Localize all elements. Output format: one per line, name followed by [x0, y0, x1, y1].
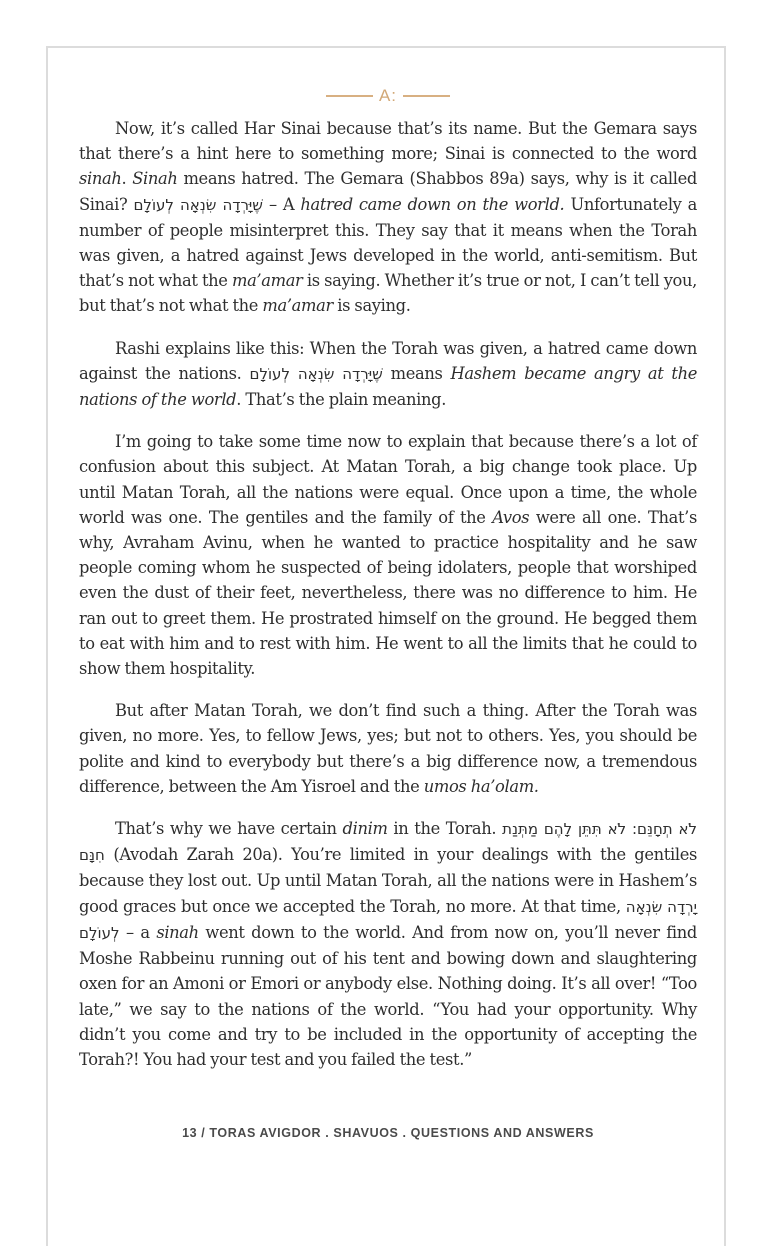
italic-term: Sinah	[132, 169, 178, 189]
paragraph	[79, 429, 697, 681]
paragraph	[79, 698, 697, 799]
paragraph	[79, 816, 697, 1072]
text-run: were all one. That’s why, Avraham Avinu, when he wanted to practice hospitality and he saw people coming whom he suspected of being idolaters, people that worshiped even the dust of their feet, nevertheless, there was no difference to him. He ran out to greet them. He prostrated himself on the ground. He begged them to eat with him and to rest with him. He went to all the limits that he could to show them hospitality.	[79, 507, 697, 679]
italic-term: Hashem became angry at the nations of the world	[79, 363, 698, 410]
hebrew-quote: לֹא תְחָנֵּם: לֹא תִּתֵּן לָהֶם מַתְּנַת חִנָּם	[79, 820, 698, 865]
text-run: is saying.	[332, 296, 411, 316]
text-run: .	[121, 169, 133, 189]
text-run: means	[382, 363, 451, 383]
italic-term: sinah	[79, 169, 122, 189]
text-run: is saying. Whether it’s true or not, I can’t tell you, but that’s not what the	[79, 271, 697, 316]
text-run: That’s why we have certain	[115, 819, 343, 839]
text-run: . That’s the plain meaning.	[236, 390, 447, 410]
text-run: (Avodah Zarah 20a). You’re limited in your dealings with the gentiles because they lost out. Up until Matan Torah, all the nations were in Hashem’s good graces but once we accepted the Torah, no more. At that time,	[79, 845, 697, 916]
text-run: means hatred. The Gemara (Shabbos 89a) says, why is it called Sinai?	[79, 169, 697, 214]
text-run: Rashi explains like this: When the Torah was given, a hatred came down against the nations.	[79, 338, 697, 383]
text-run: – a	[119, 922, 157, 942]
text-run: went down to the world. And from now on, you’ll never find Moshe Rabbeinu running out of his tent and bowing down and slaughtering oxen for an Amoni or Emori or anybody else. Nothing doing. It’s all over! “Too late,” we say to the nations of the world. “You had your opportunity. Why didn’t you come and try to be included in the opportunity of accepting the Torah?! You had your test and you failed the test.”	[79, 922, 697, 1069]
italic-term: Avos	[492, 507, 530, 527]
paragraph	[79, 116, 697, 319]
text-run: Now, it’s called Har Sinai because that’s its name. But the Gemara says that there’s a hint here to something more; Sinai is connected to the word	[79, 119, 697, 164]
italic-term: dinim	[342, 819, 388, 839]
hebrew-quote: יָרְדָה שִׂנְאָה לְעוֹלָם	[79, 897, 697, 942]
hebrew-quote: שֶׁיָּרְדָה שִׂנְאָה לְעוֹלָם	[249, 364, 383, 383]
text-run: – A	[262, 194, 301, 214]
text-run: I’m going to take some time now to explain that because there’s a lot of confusion about this subject. At Matan Torah, a big change took place. Up until Matan Torah, all the nations were equal. Once upon a time, the whole world was one. The gentiles and the family of the	[79, 432, 697, 527]
text-run: Unfortunately a number of people misinterpret this. They say that it means when the Torah was given, a hatred against Jews developed in the world, anti-semitism. But that’s not what the	[79, 194, 697, 291]
heading-rule-left	[326, 95, 373, 97]
italic-term: sinah	[156, 922, 199, 942]
page-footer: 13 / TORAS AVIGDOR . SHAVUOS . QUESTIONS AND ANSWERS	[182, 1126, 594, 1140]
section-heading-label: A:	[378, 86, 398, 105]
heading-rule-right	[403, 95, 450, 97]
section-heading	[0, 86, 776, 106]
hebrew-quote: שֶׁיָּרְדָה שִׂנְאָה לְעוֹלָם	[133, 195, 263, 214]
italic-term: ma’amar	[262, 296, 333, 316]
paragraph	[79, 336, 697, 413]
italic-term: ma’amar	[231, 271, 303, 291]
italic-term: umos ha’olam.	[423, 776, 539, 796]
italic-term: hatred came down on the world.	[300, 194, 565, 214]
article-body	[79, 116, 697, 1089]
text-run: But after Matan Torah, we don’t find such a thing. After the Torah was given, no more. Yes, to fellow Jews, yes; but not to others. Yes, you should be polite and kind to everybody but there’s a big difference now, a tremendous difference, between the Am Yisroel and the	[79, 701, 697, 796]
text-run: in the Torah.	[387, 819, 503, 839]
